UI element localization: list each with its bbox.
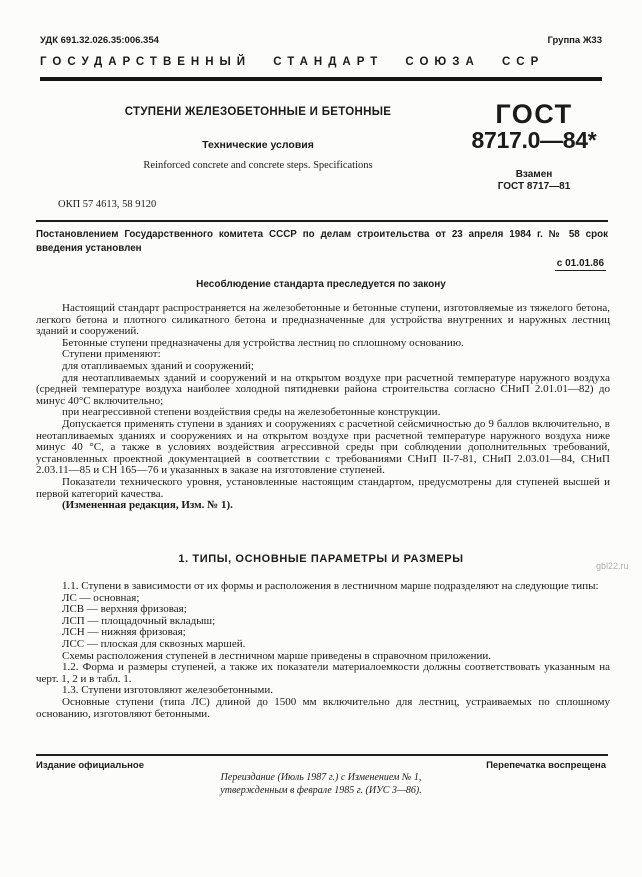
reissue-note [0, 772, 642, 797]
site-watermark: gbl22.ru [596, 561, 629, 571]
amendment-note: (Измененная редакция, Изм. № 1). [62, 499, 233, 512]
step-type-item: ЛСС — плоская для сквозных маршей. [62, 637, 246, 650]
intro-paragraph: при неагрессивной степени воздействия среды на железобетонные конструкции. [62, 406, 441, 419]
udk-code: УДК 691.32.026.35:006.354 [40, 35, 159, 46]
intro-paragraph: Ступени применяют: [62, 348, 161, 361]
gost-number: 8717.0—84* [471, 127, 597, 154]
okp-code: ОКП 57 4613, 58 9120 [58, 199, 157, 210]
footer-rule [36, 754, 608, 756]
document-title: СТУПЕНИ ЖЕЛЕЗОБЕТОННЫЕ И БЕТОННЫЕ [124, 106, 392, 118]
replaces-value: ГОСТ 8717—81 [497, 180, 571, 192]
document-subtitle: Технические условия [202, 139, 314, 151]
intro-paragraph: для отапливаемых зданий и сооружений; [62, 359, 254, 372]
intro-paragraph: Показатели технического уровня, установленные настоящим стандартом, предусмотрены для ступеней высшей и первой категорий качества. [36, 475, 610, 500]
decree-paragraph: Постановлением Государственного комитета СССР по делам строительства от 23 апреля 1984 г. № 58 срок введения установлен [36, 229, 608, 254]
state-standard-banner: ГОСУДАРСТВЕННЫЙ СТАНДАРТ СОЮЗА ССР [40, 56, 545, 68]
section-paragraph: 1.3. Ступени изготовляют железобетонными. [62, 684, 273, 697]
section-1-text [36, 581, 610, 720]
law-notice: Несоблюдение стандарта преследуется по закону [196, 279, 446, 290]
intro-text [36, 303, 610, 512]
section-paragraph: 1.2. Форма и размеры ступеней, а также их показатели материалоемкости должны соответствовать указанным на черт. 1, 2 и в табл. 1. [36, 661, 610, 685]
banner-rule [40, 77, 602, 81]
reprint-forbidden-label: Перепечатка воспрещена [486, 760, 606, 771]
replaces-block [458, 169, 610, 193]
gost-label: ГОСТ [495, 99, 573, 129]
section-paragraph: 1.1. Ступени в зависимости от их формы и расположения в лестничном марше подразделяют на следующие типы: [62, 580, 599, 592]
intro-paragraph: Допускается применять ступени в зданиях и сооружениях с расчетной сейсмичностью до 9 баллов включительно, в неотапливаемых зданиях и сооружениях и на открытом воздухе при расчетной температуре наружного воздуха ниже минус 40 °С, а также в условиях воздействия агрессивной среды при соблюдении дополнительных требований, установленных проектной документацией в соответствии с требованиями СНиП II-7-81, СНиП 2.03.01—84, СНиП 2.03.11—85 и СН 165—76 и указанных в заказе на изготовление ступеней. [36, 417, 610, 477]
effective-date: с 01.01.86 [556, 258, 604, 269]
group-code: Группа Ж33 [547, 35, 602, 46]
reissue-line-2: утвержденным в феврале 1985 г. (ИУС 3—86). [220, 784, 422, 796]
step-type-item: ЛСП — площадочный вкладыш; [62, 614, 216, 627]
title-column [58, 106, 458, 171]
document-subtitle-english: Reinforced concrete and concrete steps. Specifications [143, 160, 373, 171]
section-paragraph: Основные ступени (типа ЛС) длиной до 1500 мм включительно для лестниц, устраиваемых по сплошному основанию, изготовляют бетонными. [36, 695, 610, 720]
gost-number-block [458, 100, 610, 193]
intro-paragraph: Бетонные ступени предназначены для устройства лестниц по сплошному основанию. [62, 336, 464, 349]
step-type-item: ЛС — основная; [62, 591, 140, 604]
replaces-label: Взамен [515, 168, 553, 180]
official-edition-label: Издание официальное [36, 760, 144, 771]
decree-top-rule [36, 220, 608, 222]
intro-paragraph: для неотапливаемых зданий и сооружений и на открытом воздухе при расчетной температуре наружного воздуха (средней температуре воздуха наиболее холодной пятидневки района строительства согласно СНиП 2.01.01—82) до минус 40°С включительно; [36, 371, 610, 407]
step-type-item: ЛСВ — верхняя фризовая; [62, 603, 187, 616]
intro-paragraph: Настоящий стандарт распространяется на железобетонные и бетонные ступени, изготовляемые из тяжелого бетона, легкого бетона и плотного силикатного бетона и предназначенные для устройства внутренних и наружных лестниц зданий и сооружений. [36, 302, 610, 338]
section-1-heading: 1. ТИПЫ, ОСНОВНЫЕ ПАРАМЕТРЫ И РАЗМЕРЫ [178, 553, 464, 565]
section-paragraph: Схемы расположения ступеней в лестничном марше приведены в справочном приложении. [62, 649, 491, 662]
reissue-line-1: Переиздание (Июль 1987 г.) с Изменением № 1, [220, 772, 422, 783]
step-type-item: ЛСН — нижняя фризовая; [62, 626, 186, 639]
